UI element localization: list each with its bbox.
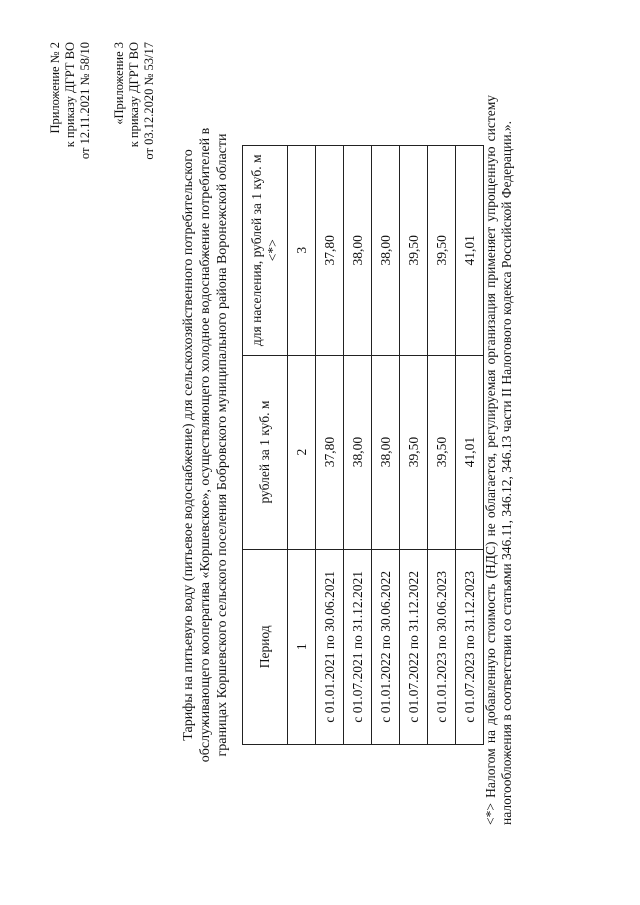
table-row: [316, 146, 344, 745]
appendix-old-line2: к приказу ДГРТ ВО: [127, 42, 141, 148]
population-price-cell: 38,00: [344, 146, 372, 356]
header-price: рублей за 1 куб. м: [243, 355, 288, 549]
table-row: [372, 146, 400, 745]
population-price-cell: 39,50: [400, 146, 428, 356]
table-header-row: [243, 146, 288, 745]
price-cell: 38,00: [372, 355, 400, 549]
population-price-cell: 41,01: [456, 146, 484, 356]
price-cell: 41,01: [456, 355, 484, 549]
appendix-current-line3: от 12.11.2021 № 58/10: [78, 42, 92, 160]
title-line2: обслуживающего кооператива «Коршевское», осуществляющего холодное водоснабжение потребителей в: [198, 127, 213, 763]
appendix-old-line3: от 03.12.2020 № 53/17: [142, 42, 156, 160]
title-line3: границах Коршевского сельского поселения Бобровского муниципального района Воронежской области: [215, 133, 230, 757]
table-row: [400, 146, 428, 745]
table-column-numbers-row: [288, 146, 316, 745]
title-line1: Тарифы на питьевую воду (питьевое водоснабжение) для сельскохозяйственного потребительского: [181, 149, 196, 741]
header-population-price: для населения, рублей за 1 куб. м <*>: [243, 146, 288, 356]
price-cell: 38,00: [344, 355, 372, 549]
column-number: 3: [288, 146, 316, 356]
period-cell: с 01.01.2023 по 30.06.2023: [428, 549, 456, 744]
column-number: 2: [288, 355, 316, 549]
period-cell: с 01.07.2021 по 31.12.2021: [344, 549, 372, 744]
population-price-cell: 37,80: [316, 146, 344, 356]
column-number: 1: [288, 549, 316, 744]
appendix-current-reference: [48, 42, 93, 159]
period-cell: с 01.07.2022 по 31.12.2022: [400, 549, 428, 744]
period-cell: с 01.01.2021 по 30.06.2021: [316, 549, 344, 744]
appendix-old-line1: «Приложение 3: [112, 42, 126, 125]
table-row: [456, 146, 484, 745]
appendix-current-line1: Приложение № 2: [48, 42, 62, 134]
table-row: [428, 146, 456, 745]
header-period: Период: [243, 549, 288, 744]
price-cell: 39,50: [400, 355, 428, 549]
population-price-cell: 38,00: [372, 146, 400, 356]
population-price-cell: 39,50: [428, 146, 456, 356]
price-cell: 39,50: [428, 355, 456, 549]
document-title: [180, 125, 231, 765]
price-cell: 37,80: [316, 355, 344, 549]
tariff-table: [242, 145, 484, 745]
appendix-current-line2: к приказу ДГРТ ВО: [63, 42, 77, 148]
period-cell: с 01.07.2023 по 31.12.2023: [456, 549, 484, 744]
period-cell: с 01.01.2022 по 30.06.2022: [372, 549, 400, 744]
table-row: [344, 146, 372, 745]
appendix-old-reference: [112, 42, 157, 160]
vat-footnote: <*> Налогом на добавленную стоимость (НДС) не облагается, регулируемая организация применяет упрощенную систему налогообложения в соответствии со статьями 346.11, 346.12, 346.13 части II Налогового кодекса Российской Федерации.».: [483, 95, 514, 825]
